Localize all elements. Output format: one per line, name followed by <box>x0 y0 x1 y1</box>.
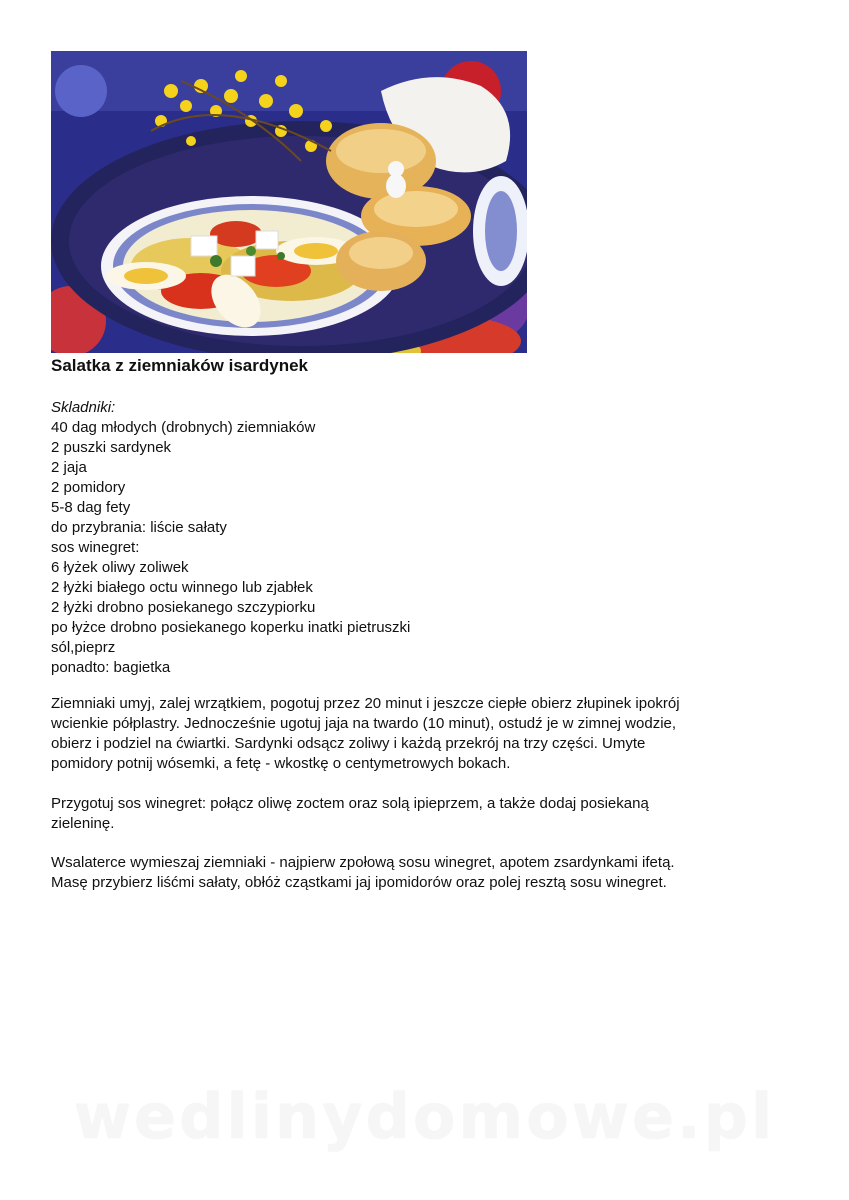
salad-photo <box>51 51 527 353</box>
ingredients-list <box>51 398 410 678</box>
ingredients-heading: Skladniki: <box>51 399 116 416</box>
ingredient-item: 40 dag młodych (drobnych) ziemniaków <box>51 419 316 436</box>
ingredient-item: 6 łyżek oliwy zoliwek <box>51 559 189 576</box>
ingredient-item: 2 jaja <box>51 459 87 476</box>
recipe-title: Salatka z ziemniaków isardynek <box>51 356 309 375</box>
paragraph-line: wcienkie półplastry. Jednocześnie ugotuj jaja na twardo (10 minut), ostudź je w zimnej wodzie, <box>51 715 677 732</box>
ingredient-item: po łyżce drobno posiekanego koperku inatki pietruszki <box>51 619 411 636</box>
paragraph-line: pomidory potnij wósemki, a fetę - wkostkę o centymetrowych bokach. <box>51 755 511 772</box>
ingredient-item: 5-8 dag fety <box>51 499 131 516</box>
instruction-paragraph-2 <box>51 794 791 834</box>
ingredient-item: 2 pomidory <box>51 479 126 496</box>
paragraph-line: obierz i podziel na ćwiartki. Sardynki odsącz zoliwy i każdą przekrój na trzy części. Umyte <box>51 735 646 752</box>
instruction-paragraph-1 <box>51 694 791 774</box>
paragraph-line: zieleninę. <box>51 815 115 832</box>
watermark: wedlinydomowe.pl <box>73 1080 776 1153</box>
ingredient-item: do przybrania: liście sałaty <box>51 519 227 536</box>
paragraph-line: Ziemniaki umyj, zalej wrzątkiem, pogotuj przez 20 minut i jeszcze ciepłe obierz złupinek ipokrój <box>51 695 680 712</box>
ingredient-item: 2 łyżki drobno posiekanego szczypiorku <box>51 599 316 616</box>
paragraph-line: Masę przybierz liśćmi sałaty, obłóż cząstkami jaj ipomidorów oraz polej resztą sosu winegret. <box>51 874 667 891</box>
paragraph-line: Wsalaterce wymieszaj ziemniaki - najpierw zpołową sosu winegret, apotem zsardynkami ifetą. <box>51 854 675 871</box>
ingredient-item: 2 łyżki białego octu winnego lub zjabłek <box>51 579 313 596</box>
ingredient-item: sos winegret: <box>51 539 140 556</box>
ingredient-item: 2 puszki sardynek <box>51 439 172 456</box>
instruction-paragraph-3 <box>51 853 791 893</box>
paragraph-line: Przygotuj sos winegret: połącz oliwę zoctem oraz solą ipieprzem, a także dodaj posiekaną <box>51 795 649 812</box>
ingredient-item: sól,pieprz <box>51 639 116 656</box>
ingredient-item: ponadto: bagietka <box>51 659 171 676</box>
